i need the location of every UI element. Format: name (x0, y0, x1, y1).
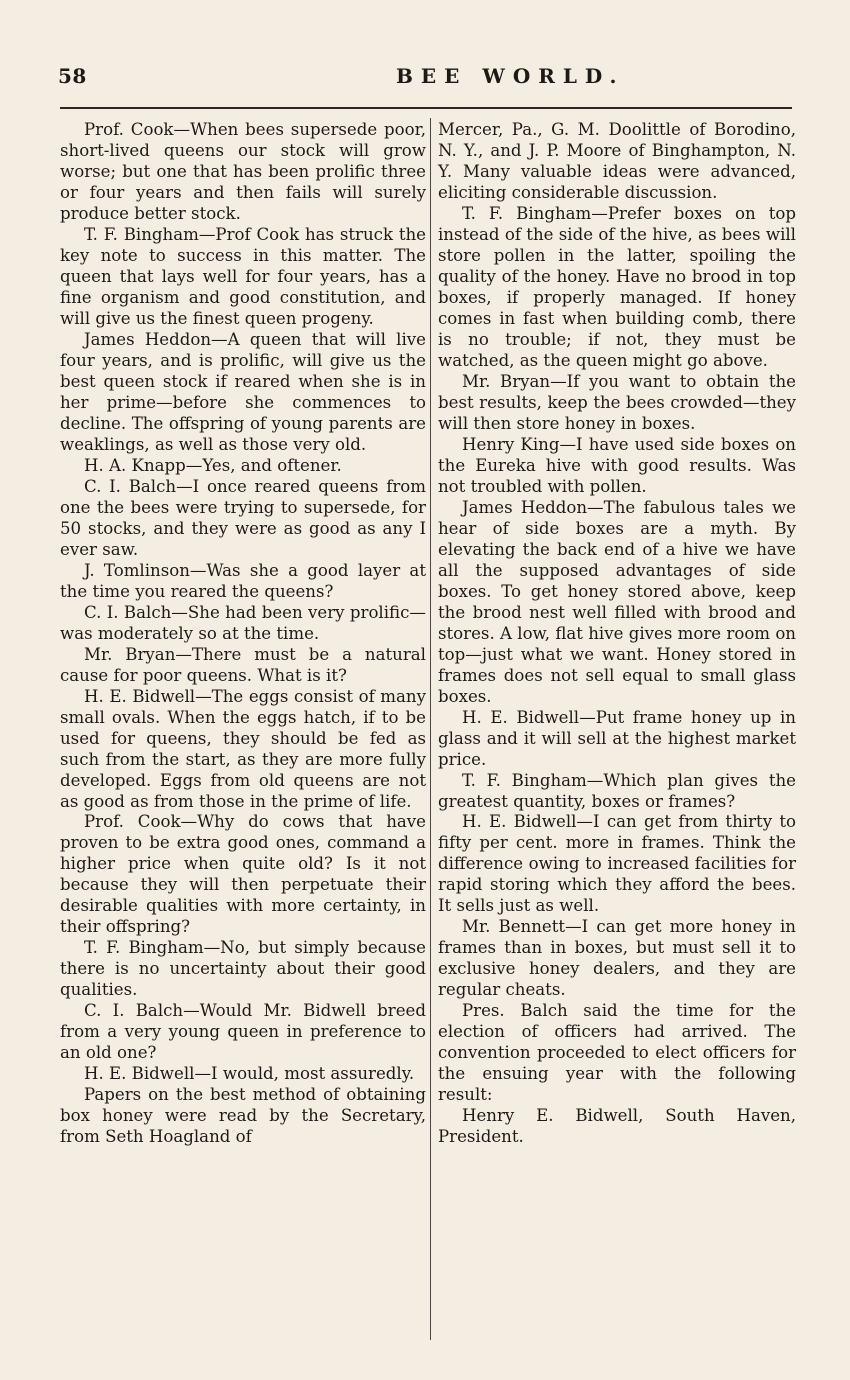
paragraph: T. F. Bingham—No, but simply because there is no uncertainty about their good qualities. (60, 938, 426, 1000)
paragraph: Henry King—I have used side boxes on the Eureka hive with good results. Was not troubled with pollen. (438, 434, 796, 496)
paragraph: H. E. Bidwell—I can get from thirty to fifty per cent. more in frames. Think the difference owing to increased facilities for rapid storing which they afford the bees. It sells just as well. (438, 812, 796, 916)
paragraph: J. Tomlinson—Was she a good layer at the time you reared the queens? (60, 560, 426, 601)
header-rule (60, 107, 792, 109)
paragraph: H. E. Bidwell—I would, most assuredly. (84, 1064, 415, 1084)
paragraph: Mr. Bryan—If you want to obtain the best results, keep the bees crowded—they will then store honey in boxes. (438, 371, 796, 433)
running-title: BEE WORLD. (396, 64, 625, 88)
paragraph: C. I. Balch—She had been very prolific—was moderately so at the time. (60, 602, 426, 643)
paragraph: James Heddon—The fabulous tales we hear of side boxes are a myth. By elevating the back end of a hive we have all the supposed advantages of side boxes. To get honey stored above, keep the brood nest well filled with brood and stores. A low, flat hive gives more room on top—just what we want. Honey stored in frames does not sell equal to small glass boxes. (438, 497, 796, 706)
paragraph: Prof. Cook—When bees supersede poor, short-lived queens our stock will grow worse; but one that has been prolific three or four years and then fails will surely produce better stock. (60, 120, 426, 223)
paragraph: Henry E. Bidwell, South Haven, President. (438, 1106, 796, 1147)
page-header (58, 64, 798, 98)
paragraph: H. E. Bidwell—Put frame honey up in glass and it will sell at the highest market price. (438, 707, 796, 769)
paragraph: C. I. Balch—I once reared queens from one the bees were trying to supersede, for 50 stocks, and they were as good as any I ever saw. (60, 476, 426, 559)
paragraph: Mr. Bennett—I can get more honey in frames than in boxes, but must sell it to exclusive honey dealers, and they are regular cheats. (438, 917, 796, 1000)
paragraph: T. F. Bingham—Prof Cook has struck the key note to success in this matter. The queen that lays well for four years, has a fine organism and good constitution, and will give us the finest queen progeny. (60, 224, 426, 328)
paragraph: T. F. Bingham—Which plan gives the greatest quantity, boxes or frames? (438, 770, 796, 811)
paragraph: Mr. Bryan—There must be a natural cause for poor queens. What is it? (60, 644, 426, 685)
paragraph: H. E. Bidwell—The eggs consist of many small ovals. When the eggs hatch, if to be used for queens, they should be fed as such from the start, as they are more fully developed. Eggs from old queens are not as good as from those in the prime of life. (60, 686, 426, 811)
paragraph: H. A. Knapp—Yes, and oftener. (84, 455, 342, 475)
paragraph-continuation: Mercer, Pa., G. M. Doolittle of Borodino, N. Y., and J. P. Moore of Binghampton, N. Y. Many valuable ideas were advanced, eliciting considerable discussion. (438, 120, 796, 202)
paragraph: James Heddon—A queen that will live four years, and is prolific, will give us the best queen stock if reared when she is in her prime—before she commences to decline. The offspring of young parents are weaklings, as well as those very old. (60, 329, 426, 454)
paragraph: C. I. Balch—Would Mr. Bidwell breed from a very young queen in preference to an old one? (60, 1001, 426, 1063)
paragraph: Prof. Cook—Why do cows that have proven to be extra good ones, command a higher price when quite old? Is it not because they will then perpetuate their desirable qualities with more certainty, in their offspring? (60, 812, 426, 937)
page-number: 58 (58, 64, 87, 88)
paragraph: Papers on the best method of obtaining box honey were read by the Secretary, from Seth Hoagland of (60, 1085, 426, 1147)
right-column (438, 120, 796, 1148)
column-divider (430, 118, 431, 1340)
left-column (60, 120, 426, 1148)
paragraph: Pres. Balch said the time for the election of officers had arrived. The convention proceeded to elect officers for the ensuing year with the following result: (438, 1001, 796, 1105)
paragraph: T. F. Bingham—Prefer boxes on top instead of the side of the hive, as bees will store pollen in the latter, spoiling the quality of the honey. Have no brood in top boxes, if properly managed. If honey comes in fast when building comb, there is no trouble; if not, they must be watched, as the queen might go above. (438, 203, 796, 370)
